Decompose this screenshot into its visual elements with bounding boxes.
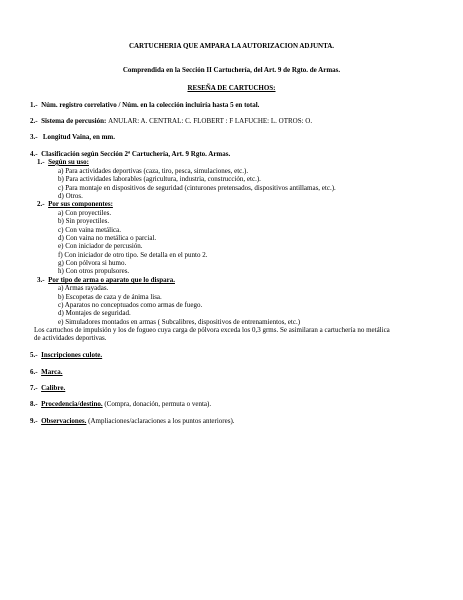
document-title: CARTUCHERIA QUE AMPARA LA AUTORIZACION ADJUNTA. xyxy=(128,42,335,50)
classification-group-2 xyxy=(37,200,113,209)
item-number: 7.- xyxy=(30,384,38,392)
item-label: Sistema de percusión: xyxy=(41,117,107,125)
item-text: Núm. registro correlativo / Núm. en la colección incluiría hasta 5 en total. xyxy=(41,101,260,109)
document-subtitle: Comprendida en la Sección II Cartuchería, del Art. 9 de Rgto. de Armas. xyxy=(122,66,341,74)
option-line: f) Con iniciador de otro tipo. Se detalla en el punto 2. xyxy=(58,251,208,259)
option-line: e) Con iniciador de percusión. xyxy=(58,242,143,250)
group-number: 1.- xyxy=(37,158,45,166)
option-line: h) Con otros propulsores. xyxy=(58,267,130,275)
item-number: 5.- xyxy=(30,351,38,359)
item-label: Calibre. xyxy=(41,384,66,392)
option-line: c) Para montaje en dispositivos de seguridad (cinturones pretensados, dispositivos antillamas, etc.). xyxy=(58,184,336,192)
item-5 xyxy=(30,351,102,360)
option-line: d) Otros. xyxy=(58,192,83,200)
group-title: Según su uso: xyxy=(48,158,89,166)
item-number: 1.- xyxy=(30,101,38,109)
option-line: c) Aparatos no conceptuados como armas de fuego. xyxy=(58,301,203,309)
item-1 xyxy=(30,101,259,110)
item-number: 3.- xyxy=(30,133,38,141)
option-line: a) Armas rayadas. xyxy=(58,284,109,292)
group-title: Por sus componentes: xyxy=(48,200,113,208)
section-heading: RESEÑA DE CARTUCHOS: xyxy=(187,84,276,92)
item-number: 4.- xyxy=(30,150,38,158)
item-text: ANULAR: A. CENTRAL: C. FLOBERT : F LAFUCHE: L. OTROS: O. xyxy=(108,117,313,125)
item-number: 9.- xyxy=(30,417,38,425)
option-line: c) Con vaina metálica. xyxy=(58,226,121,234)
option-line: e) Simuladores montados en armas ( Subcalibres, dispositivos de entrenamientos, etc.) xyxy=(58,318,301,326)
item-text: Longitud Vaina, en mm. xyxy=(42,133,116,141)
option-line: a) Para actividades deportivas (caza, tiro, pesca, simulaciones, etc.). xyxy=(58,167,249,175)
item-label: Marca. xyxy=(41,368,63,376)
note-line: de actividades deportivas. xyxy=(34,334,107,342)
group-number: 2.- xyxy=(37,200,45,208)
group-number: 3.- xyxy=(37,276,45,284)
item-2 xyxy=(30,117,312,126)
classification-group-1 xyxy=(37,158,89,167)
item-text: (Ampliaciones/aclaraciones a los puntos anteriores). xyxy=(88,417,235,425)
group-title: Por tipo de arma o aparato que lo dispara. xyxy=(48,276,175,284)
item-text: Clasificación según Sección 2ª Cartuchería, Art. 9 Rgto. Armas. xyxy=(41,150,231,158)
option-line: d) Montajes de seguridad. xyxy=(58,309,131,317)
option-line: b) Para actividades laborables (agricultura, industria, construcción, etc.). xyxy=(58,175,261,183)
option-line: d) Con vaina no metálica o parcial. xyxy=(58,234,157,242)
item-number: 6.- xyxy=(30,368,38,376)
option-line: b) Sin proyectiles. xyxy=(58,217,110,225)
item-number: 8.- xyxy=(30,400,38,408)
item-label: Procedencia/destino. xyxy=(41,400,103,408)
item-3 xyxy=(30,133,115,142)
item-text: (Compra, donación, permuta o venta). xyxy=(104,400,212,408)
item-9 xyxy=(30,417,235,426)
item-number: 2.- xyxy=(30,117,38,125)
option-line: g) Con pólvora si humo. xyxy=(58,259,127,267)
option-line: a) Con proyectiles. xyxy=(58,209,112,217)
item-6 xyxy=(30,368,63,377)
item-label: Inscripciones culote. xyxy=(41,351,103,359)
option-line: b) Escopetas de caza y de ánima lisa. xyxy=(58,293,162,301)
item-label: Observaciones. xyxy=(41,417,87,425)
note-line: Los cartuchos de impulsión y los de fogueo cuya carga de pólvora exceda los 0,3 grms. Se asimilaran a cartuchería no metálica xyxy=(34,326,390,334)
item-8 xyxy=(30,400,211,409)
item-7 xyxy=(30,384,65,393)
